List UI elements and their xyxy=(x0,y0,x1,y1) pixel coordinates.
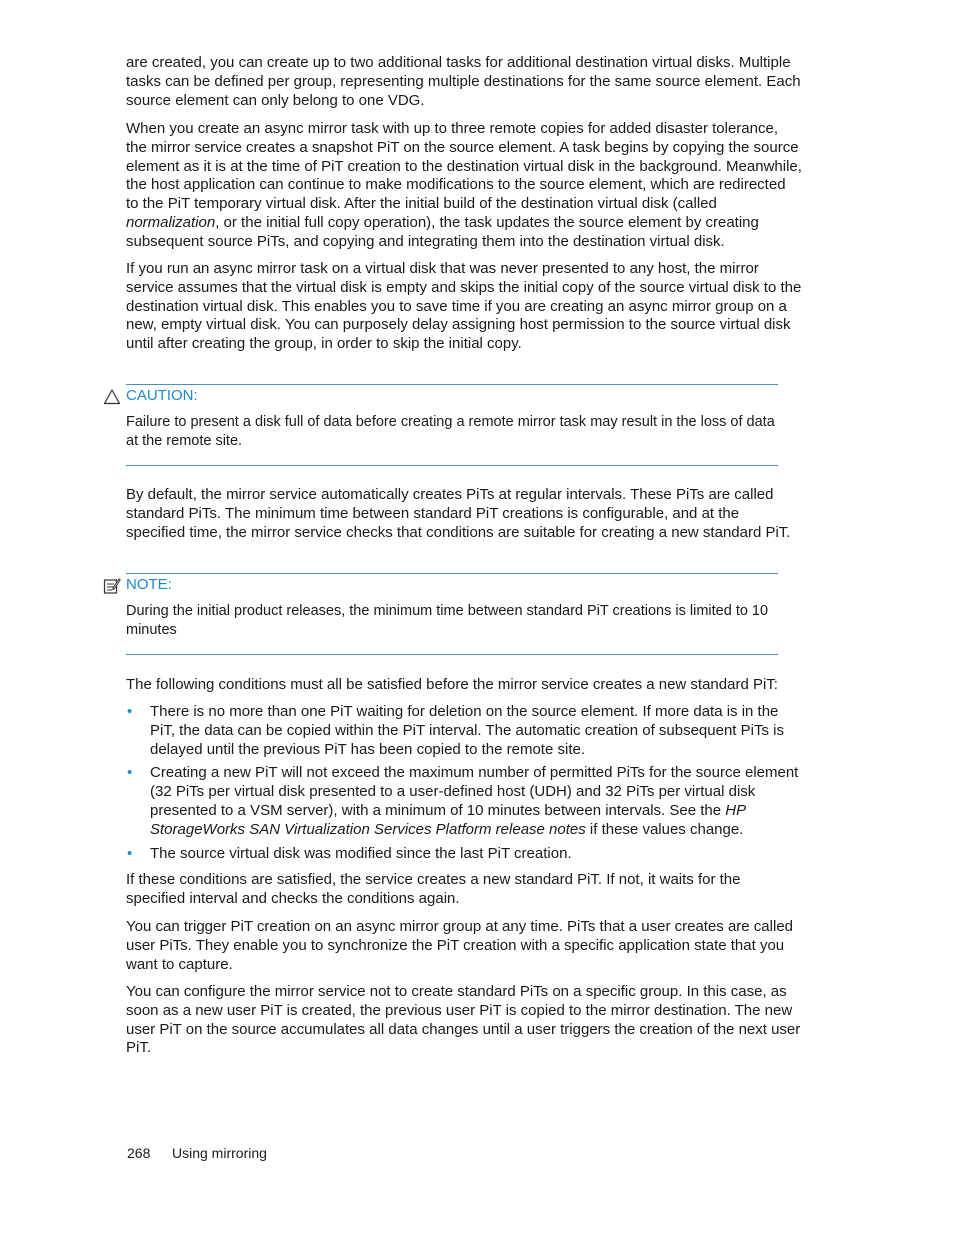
note-text: During the initial product releases, the minimum time between standard PiT creations is limited to 10 minutes xyxy=(126,603,769,638)
note-label: NOTE: xyxy=(126,576,172,593)
list-item xyxy=(126,703,806,759)
caution-text: Failure to present a disk full of data before creating a remote mirror task may result in the loss of data at the remote site. xyxy=(126,414,775,449)
paragraph-text: If these conditions are satisfied, the service creates a new standard PiT. If not, it waits for the specified interval and checks the conditions again. xyxy=(126,871,741,907)
paragraph-conditions-satisfied xyxy=(126,871,802,909)
list-item-text: if these values change. xyxy=(585,820,744,838)
warning-triangle-icon xyxy=(103,388,121,406)
paragraph-standard-pits xyxy=(126,486,802,542)
conditions-list xyxy=(126,703,806,863)
paragraph-no-standard-pits xyxy=(126,983,802,1058)
list-item xyxy=(126,764,806,839)
paragraph-text: If you run an async mirror task on a virtual disk that was never presented to any host, the mirror service assumes that the virtual disk is empty and skips the initial copy of the source virtual disk to the destination virtual disk. This enables you to save time if you are creating an async mirror group on a new, empty virtual disk. You can purposely delay assigning host permission to the source virtual disk until after creating the group, in order to skip the initial copy. xyxy=(126,260,802,353)
list-item-text: The source virtual disk was modified since the last PiT creation. xyxy=(150,844,572,862)
note-bottom-rule xyxy=(126,654,778,655)
bullet-marker: • xyxy=(127,844,133,862)
caution-body xyxy=(126,413,786,451)
page-footer xyxy=(127,1145,267,1161)
paragraph-task-limits xyxy=(126,54,802,110)
paragraph-text: By default, the mirror service automatically creates PiTs at regular intervals. These PiTs are called standard PiTs. The minimum time between standard PiT creations is configurable, and at the specified time, the mirror service checks that conditions are suitable for creating a new standard PiT. xyxy=(126,486,791,541)
paragraph-text: are created, you can create up to two additional tasks for additional destination virtual disks. Multiple tasks can be defined per group, representing multiple destinations for the same source element. Each source element can only belong to one VDG. xyxy=(126,54,801,109)
bullet-marker: • xyxy=(127,764,133,782)
paragraph-text: You can configure the mirror service not to create standard PiTs on a specific group. In this case, as soon as a new user PiT is created, the previous user PiT is copied to the mirror destination. The new user PiT on the source accumulates all data changes until a user triggers the creation of the next user PiT. xyxy=(126,983,801,1057)
note-body xyxy=(126,602,786,640)
note-top-rule xyxy=(126,573,778,574)
section-title: Using mirroring xyxy=(172,1145,267,1161)
list-item-text: Creating a new PiT will not exceed the maximum number of permitted PiTs for the source element (32 PiTs per virtual disk presented to a user-defined host (UDH) and 32 PiTs per virtual disk presented to a VSM server), with a minimum of 10 minutes between intervals. See the xyxy=(150,764,799,819)
release-notes-title: HP StorageWorks SAN Virtualization Services Platform release notes xyxy=(150,801,746,838)
caution-top-rule xyxy=(126,384,778,385)
caution-bottom-rule xyxy=(126,465,778,466)
paragraph-conditions-intro xyxy=(126,676,802,695)
bullet-marker: • xyxy=(127,703,133,720)
emphasis-normalization: normalization xyxy=(126,213,216,231)
text-run: , or the initial full copy operation), the task updates the source element by creating subsequent source PiTs, and copying and integrating them into the destination virtual disk. xyxy=(126,213,759,250)
caution-label: CAUTION: xyxy=(126,387,198,404)
paragraph-never-presented xyxy=(126,260,802,354)
list-item-text: There is no more than one PiT waiting for deletion on the source element. If more data is in the PiT, the data can be copied within the PiT interval. The automatic creation of subsequent PiTs is delayed until the previous PiT has been copied to the remote site. xyxy=(150,703,784,758)
list-item xyxy=(126,845,806,864)
note-pad-icon xyxy=(103,577,121,595)
paragraph-text: You can trigger PiT creation on an async mirror group at any time. PiTs that a user creates are called user PiTs. They enable you to synchronize the PiT creation with a specific application state that you want to capture. xyxy=(126,918,794,973)
paragraph-text: The following conditions must all be satisfied before the mirror service creates a new standard PiT: xyxy=(126,676,778,693)
paragraph-async-task xyxy=(126,120,802,252)
text-run: When you create an async mirror task with up to three remote copies for added disaster tolerance, the mirror service creates a snapshot PiT on the source element. A task begins by copying the source element as it is at the time of PiT creation to the destination virtual disk in the background. Meanwhile, the host application can continue to make modifications to the source element, which are redirected to the PiT temporary virtual disk. After the initial build of the destination virtual disk (called xyxy=(126,120,802,213)
page-number: 268 xyxy=(127,1145,151,1161)
paragraph-text xyxy=(126,120,802,252)
paragraph-user-pits xyxy=(126,918,802,974)
